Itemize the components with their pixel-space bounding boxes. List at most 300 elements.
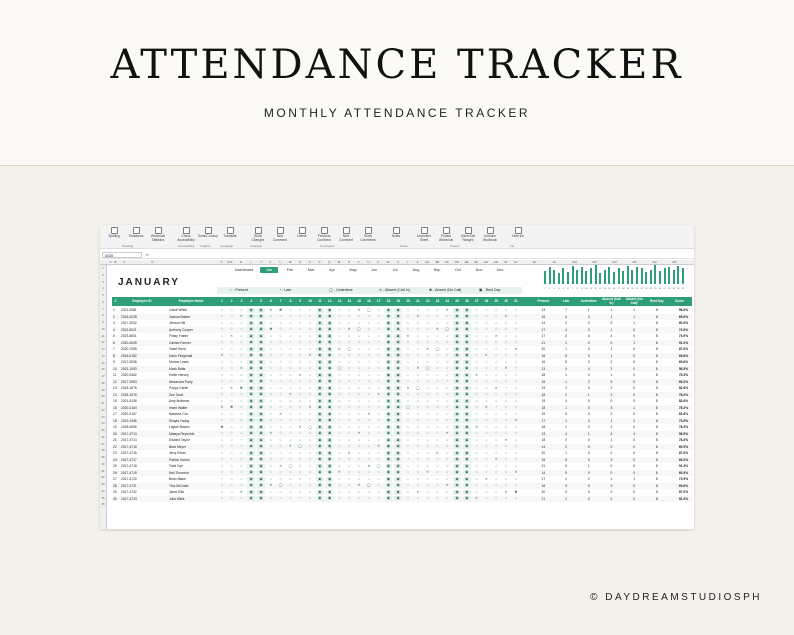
- attendance-cell[interactable]: ▣: [316, 412, 324, 417]
- attendance-cell[interactable]: ☆: [475, 307, 479, 312]
- attendance-cell[interactable]: ✕: [239, 366, 243, 370]
- attendance-cell[interactable]: ☆: [347, 372, 351, 377]
- attendance-cell[interactable]: ▣: [385, 386, 393, 391]
- attendance-cell[interactable]: ☆: [269, 333, 273, 338]
- attendance-cell[interactable]: ☆: [475, 379, 479, 383]
- column-letter[interactable]: AM: [572, 260, 577, 264]
- attendance-cell[interactable]: ☆: [239, 411, 243, 416]
- attendance-cell[interactable]: ☆: [298, 489, 302, 494]
- attendance-cell[interactable]: ☆: [367, 320, 371, 325]
- attendance-cell[interactable]: ☆: [445, 359, 449, 364]
- row-number[interactable]: 25: [101, 428, 105, 432]
- attendance-cell[interactable]: ☆: [337, 353, 341, 357]
- attendance-cell[interactable]: ☆: [445, 385, 449, 390]
- attendance-cell[interactable]: ▣: [247, 321, 255, 326]
- attendance-cell[interactable]: ▣: [316, 477, 324, 482]
- attendance-cell[interactable]: ☆: [288, 489, 292, 494]
- attendance-cell[interactable]: ☆: [494, 398, 498, 403]
- attendance-cell[interactable]: ☆: [416, 405, 420, 409]
- attendance-cell[interactable]: ▣: [257, 327, 265, 332]
- attendance-cell[interactable]: ☆: [308, 307, 312, 312]
- attendance-cell[interactable]: ☆: [308, 359, 312, 364]
- attendance-cell[interactable]: ☆: [239, 392, 243, 396]
- attendance-cell[interactable]: ☆: [308, 392, 312, 396]
- attendance-cell[interactable]: ☆: [269, 314, 273, 318]
- attendance-cell[interactable]: ☆: [514, 372, 518, 377]
- attendance-cell[interactable]: ◔: [338, 418, 341, 422]
- attendance-cell[interactable]: ▣: [257, 405, 265, 410]
- attendance-cell[interactable]: ▣: [326, 438, 334, 443]
- attendance-cell[interactable]: ▣: [257, 470, 265, 475]
- attendance-cell[interactable]: ☆: [288, 385, 292, 390]
- attendance-cell[interactable]: ▣: [326, 418, 334, 423]
- attendance-cell[interactable]: ☆: [435, 457, 439, 461]
- attendance-cell[interactable]: ▣: [463, 353, 471, 358]
- attendance-cell[interactable]: ☆: [406, 424, 410, 429]
- attendance-cell[interactable]: ✕: [288, 392, 292, 396]
- attendance-cell[interactable]: ▣: [453, 314, 461, 319]
- attendance-cell[interactable]: ☆: [484, 333, 488, 338]
- attendance-cell[interactable]: ▣: [257, 425, 265, 430]
- attendance-cell[interactable]: ☆: [426, 411, 430, 416]
- attendance-cell[interactable]: ☆: [445, 489, 449, 494]
- attendance-cell[interactable]: ☆: [347, 307, 351, 312]
- attendance-cell[interactable]: ▣: [326, 379, 334, 384]
- attendance-cell[interactable]: ◔: [299, 496, 302, 500]
- attendance-cell[interactable]: ☆: [337, 444, 341, 448]
- attendance-cell[interactable]: ☆: [494, 359, 498, 364]
- attendance-cell[interactable]: ▣: [257, 373, 265, 378]
- attendance-cell[interactable]: ▣: [453, 386, 461, 391]
- attendance-cell[interactable]: ☆: [269, 418, 273, 422]
- column-letter[interactable]: H: [240, 260, 243, 264]
- row-number[interactable]: 23: [101, 414, 105, 419]
- attendance-cell[interactable]: ▣: [385, 496, 393, 501]
- ribbon-button[interactable]: [414, 227, 434, 242]
- attendance-cell[interactable]: ▣: [385, 308, 393, 313]
- attendance-cell[interactable]: ☆: [239, 372, 243, 377]
- attendance-cell[interactable]: ☆: [504, 424, 508, 429]
- attendance-cell[interactable]: ▣: [463, 347, 471, 352]
- attendance-cell[interactable]: ☆: [337, 424, 341, 429]
- attendance-cell[interactable]: ☆: [279, 476, 283, 481]
- attendance-cell[interactable]: ☆: [416, 340, 420, 344]
- attendance-cell[interactable]: ☆: [445, 392, 449, 396]
- attendance-cell[interactable]: ☆: [269, 450, 273, 455]
- attendance-cell[interactable]: ▣: [385, 327, 393, 332]
- attendance-cell[interactable]: ▣: [394, 477, 402, 482]
- attendance-cell[interactable]: ☆: [308, 320, 312, 325]
- attendance-cell[interactable]: ◔: [504, 385, 507, 390]
- attendance-cell[interactable]: ☆: [337, 450, 341, 455]
- attendance-cell[interactable]: ▣: [247, 431, 255, 436]
- attendance-cell[interactable]: ☆: [269, 346, 273, 351]
- column-letter[interactable]: G: [230, 260, 233, 264]
- attendance-cell[interactable]: ▣: [385, 366, 393, 371]
- attendance-cell[interactable]: ▣: [463, 457, 471, 462]
- attendance-cell[interactable]: ☆: [298, 405, 302, 409]
- attendance-cell[interactable]: ☆: [504, 372, 508, 377]
- attendance-cell[interactable]: ▣: [326, 334, 334, 339]
- attendance-cell[interactable]: ☆: [357, 457, 361, 461]
- attendance-cell[interactable]: ◯: [425, 366, 430, 370]
- attendance-cell[interactable]: ☆: [494, 307, 498, 312]
- attendance-cell[interactable]: ☆: [406, 379, 410, 383]
- attendance-cell[interactable]: ☆: [475, 314, 479, 318]
- attendance-cell[interactable]: ☆: [435, 353, 439, 357]
- attendance-cell[interactable]: ☆: [347, 385, 351, 390]
- attendance-cell[interactable]: ☆: [288, 307, 292, 312]
- attendance-cell[interactable]: ✕: [269, 307, 273, 312]
- attendance-cell[interactable]: ▣: [385, 405, 393, 410]
- attendance-cell[interactable]: ▣: [453, 438, 461, 443]
- column-letter[interactable]: C: [123, 260, 126, 264]
- column-letter[interactable]: W: [386, 260, 390, 264]
- attendance-cell[interactable]: ▣: [326, 483, 334, 488]
- attendance-cell[interactable]: ☆: [406, 450, 410, 455]
- attendance-cell[interactable]: ☆: [230, 483, 234, 487]
- attendance-cell[interactable]: ☆: [337, 489, 341, 494]
- attendance-cell[interactable]: ☆: [337, 385, 341, 390]
- column-letter[interactable]: U: [367, 260, 370, 264]
- attendance-cell[interactable]: ☆: [367, 314, 371, 318]
- row-number[interactable]: 35: [101, 495, 105, 500]
- attendance-cell[interactable]: ☆: [475, 353, 479, 357]
- attendance-cell[interactable]: ✕: [504, 314, 508, 318]
- attendance-cell[interactable]: ☆: [445, 411, 449, 416]
- attendance-cell[interactable]: ☆: [494, 444, 498, 448]
- attendance-cell[interactable]: ✕: [484, 476, 488, 481]
- attendance-cell[interactable]: ☆: [377, 379, 381, 383]
- attendance-cell[interactable]: ▣: [394, 451, 402, 456]
- attendance-cell[interactable]: ☆: [220, 444, 224, 448]
- attendance-cell[interactable]: ☆: [357, 333, 361, 338]
- attendance-cell[interactable]: ▣: [257, 379, 265, 384]
- attendance-cell[interactable]: ☆: [475, 411, 479, 416]
- attendance-cell[interactable]: ☆: [308, 411, 312, 416]
- attendance-cell[interactable]: ☆: [230, 366, 234, 370]
- attendance-cell[interactable]: ☆: [494, 418, 498, 422]
- attendance-cell[interactable]: ☆: [416, 424, 420, 429]
- attendance-cell[interactable]: ✕: [514, 346, 518, 351]
- attendance-cell[interactable]: ☆: [484, 444, 488, 448]
- attendance-cell[interactable]: ☆: [288, 333, 292, 338]
- row-number[interactable]: 22: [101, 407, 105, 412]
- attendance-cell[interactable]: ◔: [357, 379, 360, 383]
- attendance-cell[interactable]: ☆: [298, 327, 302, 331]
- attendance-cell[interactable]: ☆: [230, 353, 234, 357]
- attendance-cell[interactable]: ▣: [394, 366, 402, 371]
- attendance-cell[interactable]: ☆: [337, 457, 341, 461]
- attendance-cell[interactable]: ☆: [279, 327, 283, 331]
- attendance-cell[interactable]: ☆: [239, 320, 243, 325]
- attendance-cell[interactable]: ☆: [475, 385, 479, 390]
- attendance-cell[interactable]: ☆: [484, 457, 488, 461]
- attendance-cell[interactable]: ▣: [257, 314, 265, 319]
- attendance-cell[interactable]: ☆: [279, 379, 283, 383]
- attendance-cell[interactable]: ☆: [230, 411, 234, 416]
- attendance-cell[interactable]: ☆: [230, 496, 234, 500]
- attendance-cell[interactable]: ☆: [435, 359, 439, 364]
- attendance-cell[interactable]: ☆: [220, 463, 224, 468]
- attendance-cell[interactable]: ☆: [239, 463, 243, 468]
- attendance-cell[interactable]: ☆: [367, 424, 371, 429]
- attendance-cell[interactable]: ▣: [326, 425, 334, 430]
- month-tab-apr[interactable]: Apr: [329, 268, 335, 272]
- attendance-cell[interactable]: ☆: [230, 418, 234, 422]
- attendance-cell[interactable]: ☆: [426, 372, 430, 377]
- attendance-cell[interactable]: ▣: [257, 438, 265, 443]
- attendance-cell[interactable]: ▣: [394, 496, 402, 501]
- row-number[interactable]: 1: [102, 266, 104, 270]
- ribbon-button[interactable]: [198, 227, 218, 239]
- attendance-cell[interactable]: ☆: [298, 333, 302, 338]
- attendance-cell[interactable]: ☆: [426, 437, 430, 442]
- attendance-cell[interactable]: ☆: [230, 398, 234, 403]
- attendance-cell[interactable]: ☆: [426, 307, 430, 312]
- attendance-cell[interactable]: ◔: [299, 320, 302, 325]
- attendance-cell[interactable]: ☆: [298, 476, 302, 481]
- attendance-cell[interactable]: ✕: [377, 444, 380, 448]
- attendance-cell[interactable]: ☆: [279, 385, 283, 390]
- attendance-cell[interactable]: ◔: [436, 398, 439, 403]
- attendance-cell[interactable]: ☆: [416, 379, 420, 383]
- attendance-cell[interactable]: ▣: [385, 464, 393, 469]
- attendance-cell[interactable]: ☆: [308, 385, 312, 390]
- attendance-cell[interactable]: ▣: [257, 457, 265, 462]
- attendance-cell[interactable]: ☆: [475, 450, 479, 455]
- attendance-cell[interactable]: ☆: [504, 457, 508, 461]
- row-number[interactable]: 17: [101, 374, 105, 378]
- attendance-cell[interactable]: ☆: [357, 437, 361, 442]
- attendance-cell[interactable]: ☆: [416, 353, 420, 357]
- attendance-cell[interactable]: ☆: [288, 437, 292, 442]
- attendance-cell[interactable]: ☆: [279, 418, 283, 422]
- attendance-cell[interactable]: ☆: [406, 327, 410, 331]
- attendance-cell[interactable]: ✕: [504, 366, 508, 370]
- attendance-cell[interactable]: ☆: [279, 431, 283, 435]
- attendance-cell[interactable]: ☆: [230, 372, 234, 377]
- attendance-cell[interactable]: ☆: [279, 372, 283, 377]
- attendance-cell[interactable]: ☆: [298, 398, 302, 403]
- attendance-cell[interactable]: ☆: [220, 457, 224, 461]
- column-letter[interactable]: Q: [328, 260, 331, 264]
- attendance-cell[interactable]: ✕: [239, 314, 243, 318]
- attendance-cell[interactable]: ☆: [230, 489, 234, 494]
- attendance-cell[interactable]: ☆: [279, 320, 283, 325]
- ribbon-button[interactable]: [314, 227, 334, 242]
- attendance-cell[interactable]: ◯: [288, 463, 293, 468]
- attendance-cell[interactable]: ◯: [298, 444, 303, 448]
- attendance-cell[interactable]: ◔: [514, 366, 517, 370]
- attendance-cell[interactable]: ☆: [426, 379, 430, 383]
- row-number[interactable]: 6: [102, 299, 104, 304]
- attendance-cell[interactable]: ☆: [298, 470, 302, 474]
- attendance-cell[interactable]: ☆: [484, 346, 488, 351]
- attendance-cell[interactable]: ▣: [257, 464, 265, 469]
- attendance-cell[interactable]: ▣: [247, 457, 255, 462]
- attendance-cell[interactable]: ☆: [514, 444, 518, 448]
- attendance-cell[interactable]: ✕: [426, 346, 429, 351]
- attendance-cell[interactable]: ☆: [435, 405, 439, 409]
- attendance-cell[interactable]: ☆: [367, 385, 371, 390]
- attendance-cell[interactable]: ☆: [337, 405, 341, 409]
- attendance-cell[interactable]: ☆: [347, 353, 351, 357]
- attendance-cell[interactable]: ☆: [475, 340, 479, 344]
- column-letter[interactable]: M: [288, 260, 292, 264]
- attendance-cell[interactable]: ☆: [347, 483, 351, 487]
- attendance-cell[interactable]: ▣: [326, 451, 334, 456]
- attendance-cell[interactable]: ▣: [326, 327, 334, 332]
- attendance-cell[interactable]: ☆: [514, 359, 518, 364]
- attendance-cell[interactable]: ☆: [475, 405, 479, 409]
- attendance-cell[interactable]: ▣: [463, 399, 471, 404]
- attendance-cell[interactable]: ▣: [257, 347, 265, 352]
- attendance-cell[interactable]: ☆: [504, 483, 508, 487]
- attendance-cell[interactable]: ☆: [426, 333, 430, 338]
- attendance-cell[interactable]: ▣: [247, 386, 255, 391]
- attendance-cell[interactable]: ☆: [435, 320, 439, 325]
- attendance-cell[interactable]: ☆: [426, 444, 430, 448]
- attendance-cell[interactable]: ☆: [337, 483, 341, 487]
- attendance-cell[interactable]: ☆: [337, 431, 341, 435]
- attendance-cell[interactable]: ☆: [230, 431, 234, 435]
- attendance-cell[interactable]: ▣: [247, 314, 255, 319]
- attendance-cell[interactable]: ▣: [385, 340, 393, 345]
- attendance-cell[interactable]: ☆: [220, 346, 224, 351]
- attendance-cell[interactable]: ☆: [494, 353, 498, 357]
- attendance-cell[interactable]: ☆: [298, 483, 302, 487]
- attendance-cell[interactable]: ☆: [298, 307, 302, 312]
- attendance-cell[interactable]: ☆: [269, 463, 273, 468]
- attendance-cell[interactable]: ☆: [239, 346, 243, 351]
- attendance-cell[interactable]: ☆: [337, 437, 341, 442]
- attendance-cell[interactable]: ☆: [220, 372, 224, 377]
- attendance-cell[interactable]: ☆: [514, 392, 518, 396]
- attendance-cell[interactable]: ☆: [406, 372, 410, 377]
- attendance-cell[interactable]: ☆: [514, 340, 518, 344]
- attendance-cell[interactable]: ☆: [406, 437, 410, 442]
- row-number[interactable]: 10: [101, 326, 105, 331]
- attendance-cell[interactable]: ☆: [288, 476, 292, 481]
- attendance-cell[interactable]: ☆: [377, 372, 381, 377]
- attendance-cell[interactable]: ▣: [463, 477, 471, 482]
- column-letter[interactable]: B: [114, 260, 117, 264]
- attendance-cell[interactable]: ☆: [279, 340, 283, 344]
- attendance-cell[interactable]: ☆: [435, 424, 439, 429]
- attendance-cell[interactable]: ☆: [406, 314, 410, 318]
- attendance-cell[interactable]: ▣: [394, 327, 402, 332]
- attendance-cell[interactable]: ▣: [316, 340, 324, 345]
- attendance-cell[interactable]: ☆: [426, 314, 430, 318]
- attendance-cell[interactable]: ◔: [289, 340, 292, 344]
- attendance-cell[interactable]: ☆: [494, 327, 498, 331]
- attendance-cell[interactable]: ▣: [463, 425, 471, 430]
- attendance-cell[interactable]: ☆: [406, 418, 410, 422]
- attendance-cell[interactable]: ☆: [475, 463, 479, 468]
- attendance-cell[interactable]: ☆: [288, 470, 292, 474]
- attendance-cell[interactable]: ☆: [445, 437, 449, 442]
- attendance-cell[interactable]: ☆: [494, 379, 498, 383]
- attendance-cell[interactable]: ☆: [288, 398, 292, 403]
- attendance-cell[interactable]: ☆: [435, 385, 439, 390]
- attendance-cell[interactable]: ☆: [445, 424, 449, 429]
- attendance-cell[interactable]: ☆: [426, 385, 430, 390]
- attendance-cell[interactable]: ☆: [504, 411, 508, 416]
- attendance-cell[interactable]: ☆: [435, 411, 439, 416]
- row-number[interactable]: 13: [101, 347, 105, 351]
- attendance-cell[interactable]: ☆: [504, 333, 508, 338]
- row-number[interactable]: 32: [101, 475, 105, 480]
- column-letter[interactable]: P: [318, 260, 321, 264]
- attendance-cell[interactable]: ☆: [279, 398, 283, 403]
- attendance-cell[interactable]: ☆: [435, 496, 439, 500]
- attendance-cell[interactable]: ☆: [367, 366, 371, 370]
- attendance-cell[interactable]: ☆: [484, 418, 488, 422]
- attendance-cell[interactable]: ✕: [298, 372, 302, 377]
- attendance-cell[interactable]: ▣: [463, 431, 471, 436]
- ribbon-button[interactable]: [270, 227, 290, 242]
- attendance-cell[interactable]: ☆: [347, 424, 351, 429]
- attendance-cell[interactable]: ☆: [279, 437, 283, 442]
- attendance-cell[interactable]: ▣: [385, 425, 393, 430]
- attendance-cell[interactable]: ☆: [357, 470, 361, 474]
- row-number[interactable]: 4: [102, 286, 104, 291]
- attendance-cell[interactable]: ☆: [347, 470, 351, 474]
- column-letter[interactable]: D: [151, 260, 154, 264]
- attendance-cell[interactable]: ☆: [347, 418, 351, 422]
- attendance-cell[interactable]: ☆: [337, 496, 341, 500]
- row-number[interactable]: 9: [102, 320, 104, 324]
- attendance-cell[interactable]: ▣: [326, 405, 334, 410]
- attendance-cell[interactable]: ▣: [385, 379, 393, 384]
- attendance-cell[interactable]: ☆: [347, 392, 351, 396]
- attendance-cell[interactable]: ▣: [394, 412, 402, 417]
- attendance-cell[interactable]: ☆: [435, 483, 439, 487]
- attendance-cell[interactable]: ▣: [453, 431, 461, 436]
- attendance-cell[interactable]: ☆: [426, 398, 430, 403]
- attendance-cell[interactable]: ☆: [504, 444, 508, 448]
- attendance-cell[interactable]: ☆: [230, 444, 234, 448]
- attendance-cell[interactable]: ✕: [475, 372, 478, 377]
- attendance-cell[interactable]: ▣: [316, 327, 324, 332]
- attendance-cell[interactable]: ☆: [406, 476, 410, 481]
- ribbon-button[interactable]: [336, 227, 356, 242]
- attendance-cell[interactable]: ☆: [406, 483, 410, 487]
- attendance-cell[interactable]: ☆: [416, 418, 420, 422]
- attendance-cell[interactable]: ◯: [347, 346, 352, 351]
- attendance-cell[interactable]: ◯: [406, 405, 410, 409]
- attendance-cell[interactable]: ☆: [435, 379, 439, 383]
- attendance-cell[interactable]: ☆: [269, 320, 273, 325]
- attendance-cell[interactable]: ▣: [453, 405, 461, 410]
- attendance-cell[interactable]: ☆: [416, 327, 420, 331]
- attendance-cell[interactable]: ☆: [269, 392, 273, 396]
- attendance-cell[interactable]: ☆: [445, 496, 449, 500]
- attendance-cell[interactable]: ☆: [269, 470, 273, 474]
- attendance-cell[interactable]: ▣: [453, 327, 461, 332]
- attendance-cell[interactable]: ◯: [366, 483, 371, 487]
- attendance-cell[interactable]: ▣: [257, 366, 265, 371]
- attendance-cell[interactable]: ◔: [495, 405, 498, 409]
- attendance-cell[interactable]: ▣: [453, 379, 461, 384]
- attendance-cell[interactable]: ☆: [514, 320, 518, 325]
- attendance-cell[interactable]: ☆: [298, 392, 302, 396]
- attendance-cell[interactable]: ☆: [475, 327, 479, 331]
- month-tab-aug[interactable]: Aug: [412, 268, 420, 272]
- attendance-cell[interactable]: ✕: [426, 470, 429, 474]
- attendance-cell[interactable]: ▣: [394, 379, 402, 384]
